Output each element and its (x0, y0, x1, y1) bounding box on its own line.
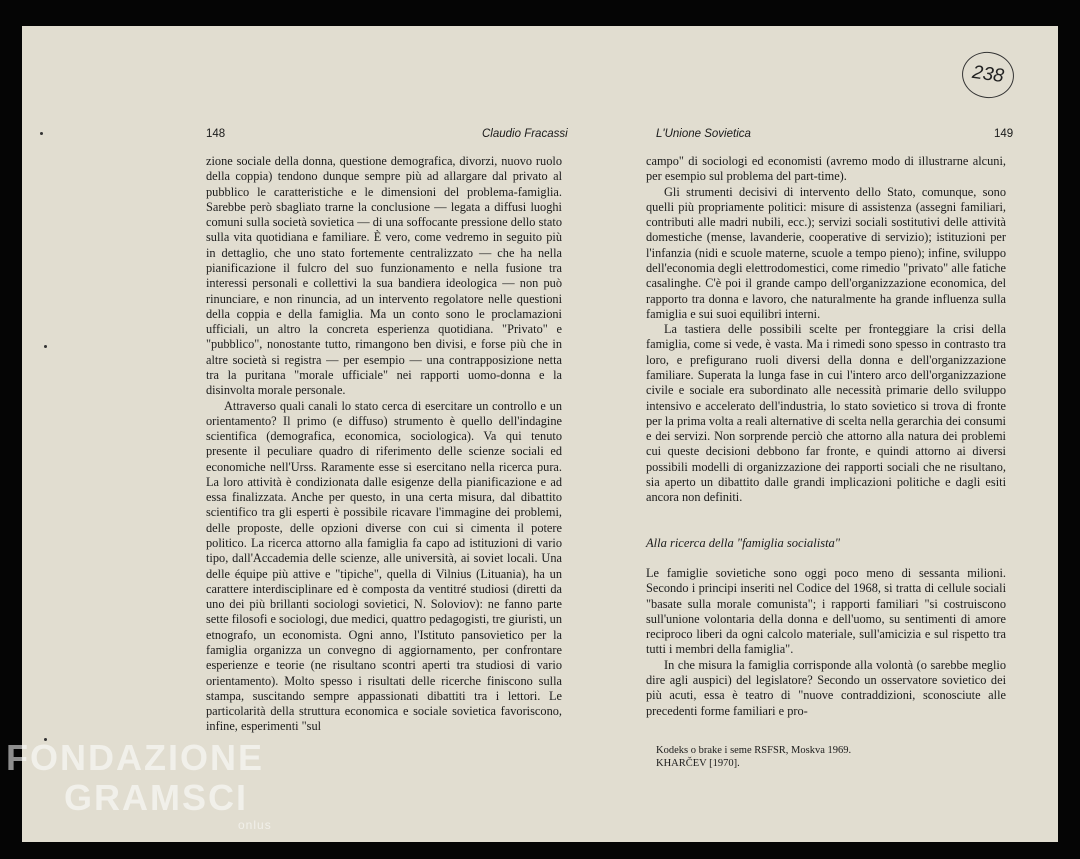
right-page-body-bottom (646, 566, 1006, 719)
footnote-2: KHARČEV [1970]. (656, 758, 740, 769)
right-running-head: L'Unione Sovietica (656, 128, 751, 140)
left-page-number: 148 (206, 128, 226, 140)
watermark-line-3: onlus (238, 818, 272, 832)
right-paragraph-1: campo" di sociologi ed economisti (avremo modo di illustrarne alcuni, per esempio sul problema del part-time). (646, 154, 1006, 184)
left-running-head: Claudio Fracassi (482, 128, 568, 140)
right-page-body-top (646, 154, 1006, 505)
right-paragraph-5: In che misura la famiglia corrisponde alla volontà (o sarebbe meglio dire agli auspici) del legislatore? Secondo un osservatore sovietico dei più acuti, essa è teatro di "nuove contraddizioni, sconosciute alle precedenti forme familiari e pro- (646, 657, 1006, 718)
left-paragraph-1: zione sociale della donna, questione demografica, divorzi, nuovo ruolo della coppia) tendono dunque sempre più ad allargare dal privato al pubblico le caratteristiche e le dimensioni del problema-famiglia. Sarebbe però sbagliato trarne la conclusione — legata a diffusi luoghi comuni sulla società sovietica — di una soffocante pressione dello stato sulla vita quotidiana e familiare. È vero, come vedremo in seguito più in dettaglio, che uno stato fortemente centralizzato — che ha nella pianificazione il fulcro del suo funzionamento e nella fusione tra interessi personali e collettivi la sua bandiera ideologica — non può rinunciare, e non rinuncia, ad un intervento regolatore nelle questioni della coppia e della famiglia. Ma un conto sono le proclamazioni ufficiali, un altro la concreta esperienza quotidiana. "Privato" e "pubblico", nonostante tutto, rimangono ben divisi, e forse più che in altre società si registra — per esempio — una contrapposizione netta tra la puritana "morale ufficiale" nei rapporti uomo-donna e la disinvolta morale personale. (206, 154, 562, 398)
watermark-line-2: GRAMSCI (64, 777, 248, 818)
right-paragraph-3: La tastiera delle possibili scelte per fronteggiare la crisi della famiglia, come si vede, è vasta. Ma i rimedi sono spesso in contrasto tra loro, e prefigurano ruoli diversi della donna e dell'organizzazione familiare. Superata la lunga fase in cui l'intero arco dell'organizzazione civile e sociale era subordinato alle necessità primarie dello sviluppo intensivo e accelerato dell'industria, lo stato sovietico si trova di fronte per la prima volta a reali alternative di scelta nella gerarchia dei consumi e dei servizi. Non sorprende perciò che attorno alla natura dei problemi cui queste decisioni debbono far fronte, e quindi attorno ai diversi possibili modelli di organizzazione dei rapporti sociali che ne risultano, sia aperto un dibattito dalle grandi implicazioni politiche e dagli esiti ancora non definiti. (646, 322, 1006, 505)
right-paragraph-4: Le famiglie sovietiche sono oggi poco meno di sessanta milioni. Secondo i principi inseriti nel Codice del 1968, si tratta di cellule sociali "basate sulla morale comunista"; i rapporti familiari "si costruiscono sull'unione volontaria della donna e dell'uomo, su sentimenti di amore reciproco liberi da ogni calcolo materiale, sull'amicizia e sul rispetto tra tutti i membri della famiglia". (646, 566, 1006, 657)
right-paragraph-2: Gli strumenti decisivi di intervento dello Stato, comunque, sono quelli più propriamente politici: misure di assistenza (assegni familiari, contributi alle madri nubili, ecc.); servizi sociali sostitutivi delle attività domestiche (mense, lavanderie, cooperative di servizio); istituzioni per l'infanzia (nidi e scuole materne, scuole a tempo pieno); infine, sviluppo dell'economia degli elettrodomestici, come rimedio "privato" alle fatiche casalinghe. C'è poi il grande campo dell'organizzazione economica, del rapporto tra donna e lavoro, che naturalmente ha grande influenza sulla famiglia e sui suoi equilibri interni. (646, 184, 1006, 321)
footnotes (656, 744, 1006, 770)
watermark-line-1: FONDAZIONE (6, 737, 264, 778)
scan-speck (40, 132, 43, 135)
footnote-1: Kodeks o brake i seme RSFSR, Moskva 1969. (656, 745, 852, 756)
section-heading: Alla ricerca della "famiglia socialista" (646, 536, 841, 550)
left-page-body (206, 154, 562, 735)
left-paragraph-2: Attraverso quali canali lo stato cerca di esercitare un controllo e un orientamento? Il primo (e diffuso) strumento è quello dell'indagine scientifica (demografica, economica, sociologica). Va qui tenuto presente il peculiare quadro di riferimento delle scienze sociali ed economiche nell'Urss. Raramente esse si esercitano nella ricerca pura. La loro attività è condizionata dalle esigenze della pianificazione e ad essa finalizzata. Anche per questo, in una certa misura, dal dibattito scientifico tra gli esperti è possibile ricavare l'immagine dei problemi, delle proposte, delle opzioni diverse con cui si cimenta il potere politico. La ricerca attorno alla famiglia fa capo ad istituzioni di vario tipo, dall'Accademia delle scienze, alle università, ai soviet locali. Una delle équipe più attive e "tipiche", quella di Vilnius (Lituania), ha un carattere interdisciplinare ed è composta da ventitré studiosi (diretti da uno dei più brillanti sociologi sovietici, N. Soloviov): ne fanno parte sette filosofi e sociologi, due medici, quattro pedagogisti, tre giuristi, un etnografo, un economista. Ogni anno, l'Istituto pansovietico per la famiglia organizza un convegno di aggiornamento, per confrontare esperienze e teorie (ne risultano scontri aperti tra studiosi di vario orientamento). Molto spesso i risultati delle ricerche finiscono sulla stampa, suscitando sempre appassionati dibattiti tra i lettori. Le particolarità della struttura economica e sociale sovietica favoriscono, infine, esperimenti "sul (206, 398, 562, 734)
fondazione-gramsci-watermark (6, 738, 272, 832)
archive-stamp: 238 (959, 49, 1017, 102)
right-page-number: 149 (994, 128, 1014, 140)
scan-speck (44, 345, 47, 348)
